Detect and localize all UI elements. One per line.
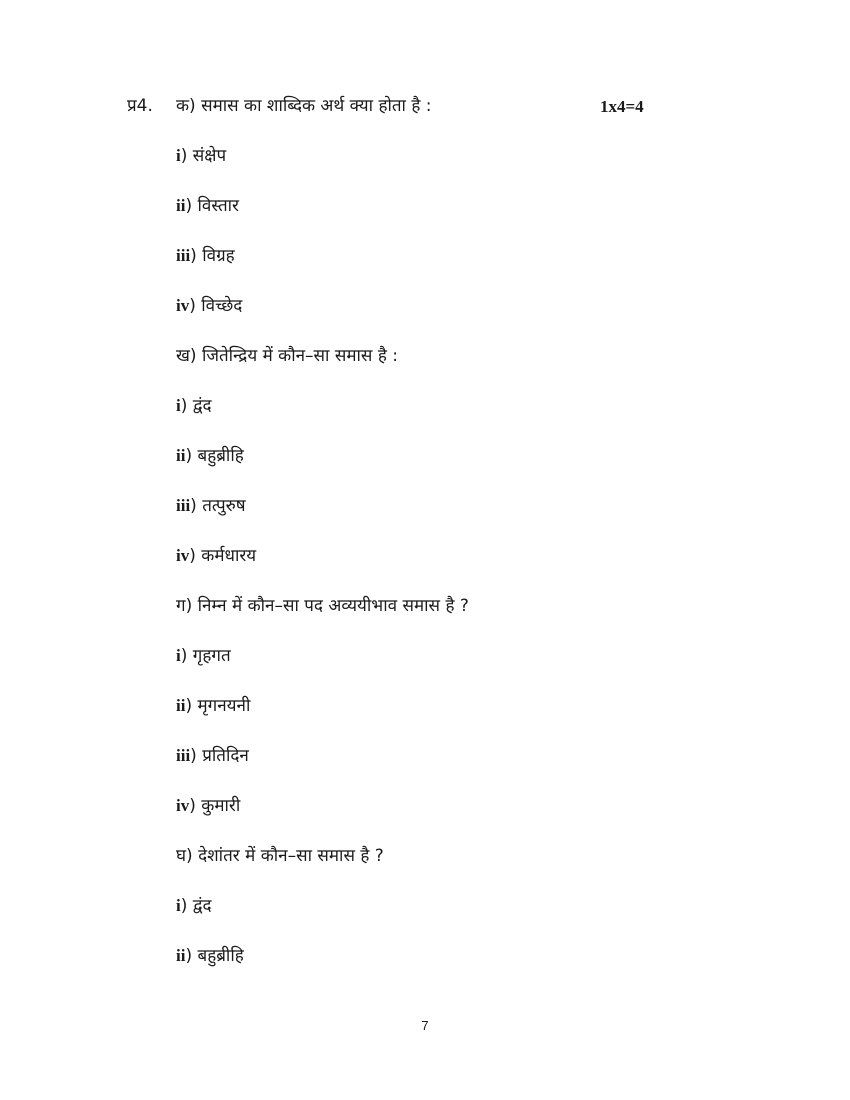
- question-line-ga: ग) निम्न में कौन–सा पद अव्ययीभाव समास है ?: [176, 596, 469, 616]
- option-ga-ii: ii) मृगनयनी: [176, 696, 251, 716]
- option-kha-i: i) द्वंद: [176, 396, 212, 416]
- option-ka-iii: iii) विग्रह: [176, 246, 235, 266]
- option-gha-ii: ii) बहुब्रीहि: [176, 946, 244, 966]
- option-kha-ii: ii) बहुब्रीहि: [176, 446, 244, 466]
- option-ka-iv: iv) विच्छेद: [176, 296, 243, 316]
- option-ga-iv: iv) कुमारी: [176, 796, 241, 816]
- question-line-kha: ख) जितेन्द्रिय में कौन–सा समास है :: [176, 346, 398, 366]
- question-line-ka: क) समास का शाब्दिक अर्थ क्या होता है :: [176, 96, 432, 116]
- option-gha-i: i) द्वंद: [176, 896, 212, 916]
- option-ga-iii: iii) प्रतिदिन: [176, 746, 249, 766]
- option-kha-iv: iv) कर्मधारय: [176, 546, 257, 566]
- option-ka-ii: ii) विस्तार: [176, 196, 240, 216]
- option-ga-i: i) गृहगत: [176, 646, 231, 666]
- option-ka-i: i) संक्षेप: [176, 146, 227, 166]
- page-number: 7: [421, 1018, 429, 1033]
- option-kha-iii: iii) तत्पुरुष: [176, 496, 246, 516]
- marks-allocation: 1x4=4: [600, 97, 644, 116]
- question-line-gha: घ) देशांतर में कौन–सा समास है ?: [176, 846, 384, 866]
- question-number: प्र4.: [127, 96, 153, 116]
